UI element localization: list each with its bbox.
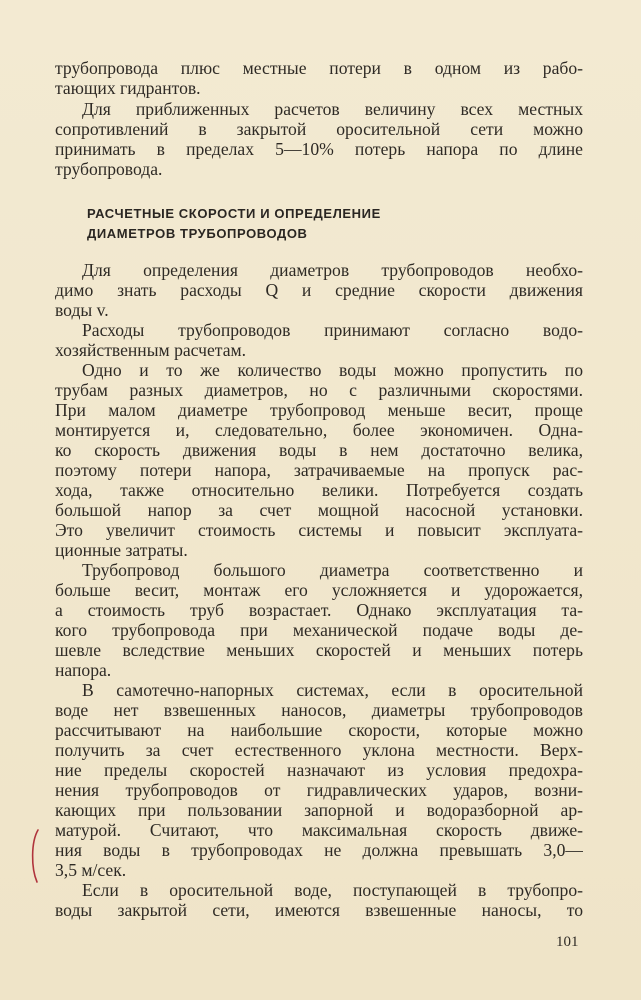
text-line: тающих гидрантов.	[55, 78, 201, 98]
text-line: шевле вследствие меньших скоростей и меньших потерь	[55, 640, 583, 660]
text-line: 3,5 м/сек.	[55, 860, 127, 880]
page-number: 101	[556, 934, 579, 950]
text-line: рассчитывают на наибольшие скорости, которые можно	[55, 720, 583, 740]
text-line: Одно и то же количество воды можно пропустить по	[82, 360, 583, 380]
text-line: Трубопровод большого диаметра соответственно и	[82, 560, 583, 580]
text-line: Для определения диаметров трубопроводов необхо-	[82, 260, 583, 280]
text-line: ние пределы скоростей назначают из условия предохра-	[55, 760, 583, 780]
text-line: воды v.	[55, 300, 109, 320]
text-line: хозяйственным расчетам.	[55, 340, 247, 360]
text-line: большой напор за счет мощной насосной установки.	[55, 500, 583, 520]
text-line: больше весит, монтаж его усложняется и удорожается,	[55, 580, 583, 600]
text-line: ко скорость движения воды в нем достаточно велика,	[55, 440, 583, 460]
text-line: воды закрытой сети, имеются взвешенные наносы, то	[55, 900, 583, 920]
text-line: трубам разных диаметров, но с различными скоростями.	[55, 380, 583, 400]
text-line: матурой. Считают, что максимальная скорость движе-	[55, 820, 583, 840]
text-line: трубопровода плюс местные потери в одном из рабо-	[55, 58, 583, 78]
text-line: Расходы трубопроводов принимают согласно водо-	[82, 320, 583, 340]
text-line: поэтому потери напора, затрачиваемые на пропуск рас-	[55, 460, 583, 480]
text-line: кающих при пользовании запорной и водоразборной ар-	[55, 800, 583, 820]
text-line: монтируется и, следовательно, более экономичен. Одна-	[55, 420, 583, 440]
text-line: Для приближенных расчетов величину всех местных	[82, 99, 583, 119]
text-line: димо знать расходы Q и средние скорости движения	[55, 280, 583, 300]
text-line: Если в оросительной воде, поступающей в трубопро-	[82, 880, 583, 900]
text-line: При малом диаметре трубопровод меньше весит, проще	[55, 400, 583, 420]
section-heading: ДИАМЕТРОВ ТРУБОПРОВОДОВ	[87, 226, 308, 241]
section-heading: РАСЧЕТНЫЕ СКОРОСТИ И ОПРЕДЕЛЕНИЕ	[87, 206, 381, 221]
text-line: сопротивлений в закрытой оросительной сети можно	[55, 119, 583, 139]
text-line: трубопровода.	[55, 159, 163, 179]
text-line: ния воды в трубопроводах не должна превышать 3,0—	[55, 840, 583, 860]
text-line: напора.	[55, 660, 112, 680]
text-line: принимать в пределах 5—10% потерь напора по длине	[55, 139, 583, 159]
text-line: нения трубопроводов от гидравлических ударов, возни-	[55, 780, 583, 800]
text-line: ционные затраты.	[55, 540, 188, 560]
pencil-bracket-mark	[28, 828, 42, 884]
text-line: кого трубопровода при механической подаче воды де-	[55, 620, 583, 640]
text-line: Это увеличит стоимость системы и повысит эксплуата-	[55, 520, 583, 540]
text-line: а стоимость труб возрастает. Однако эксплуатация та-	[55, 600, 583, 620]
text-line: воде нет взвешенных наносов, диаметры трубопроводов	[55, 700, 583, 720]
text-line: получить за счет естественного уклона местности. Верх-	[55, 740, 583, 760]
text-line: хода, также относительно велики. Потребуется создать	[55, 480, 583, 500]
text-line: В самотечно-напорных системах, если в оросительной	[82, 680, 583, 700]
